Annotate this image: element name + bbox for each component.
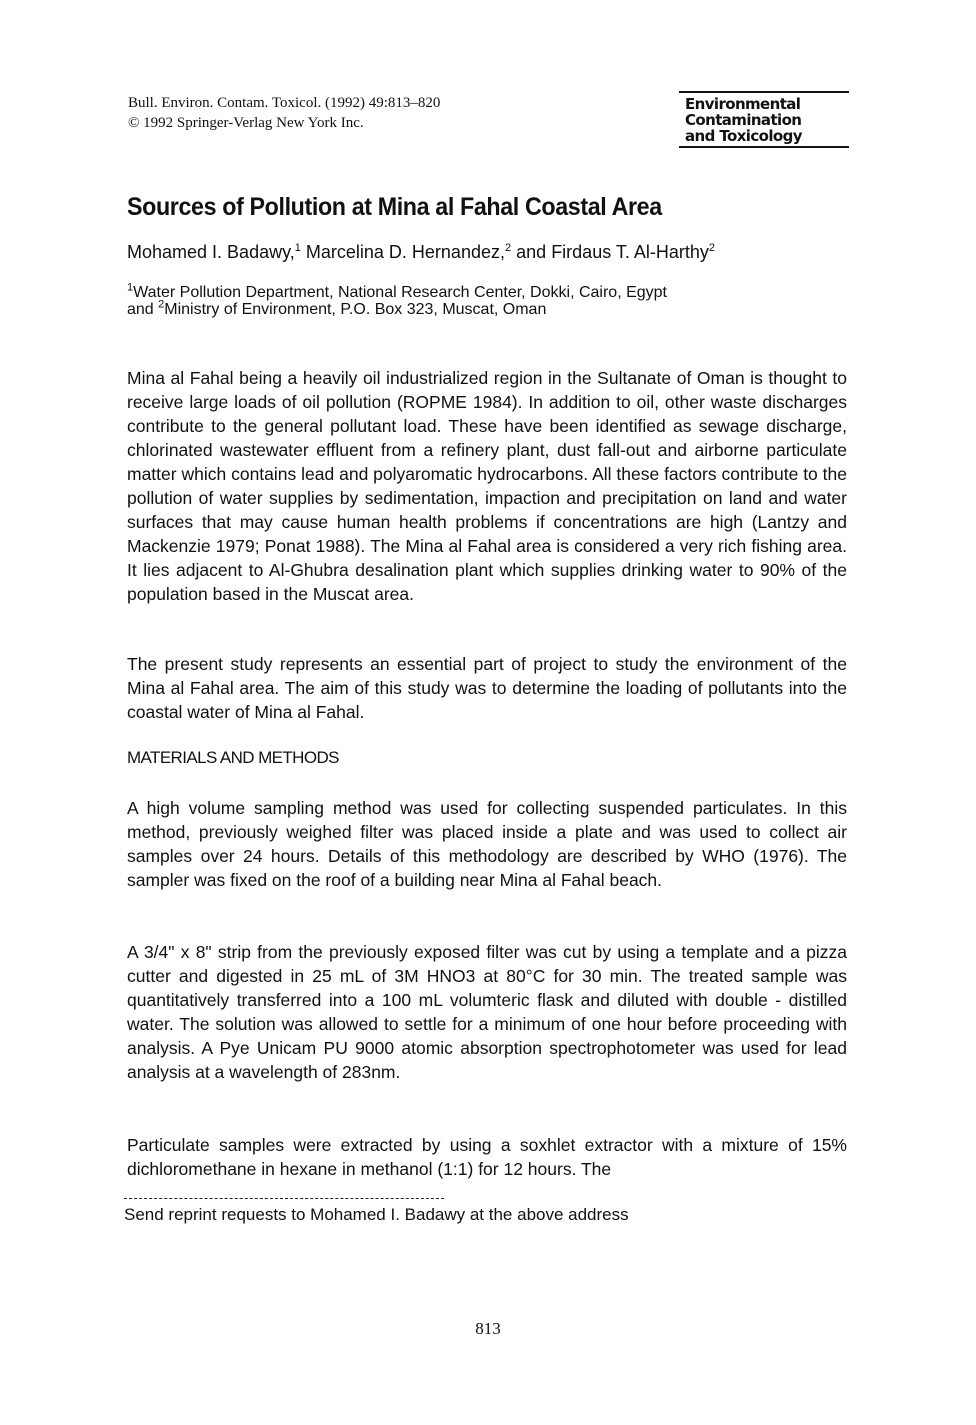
affiliation-1 xyxy=(127,281,667,301)
introduction-paragraph-1: Mina al Fahal being a heavily oil industrialized region in the Sultanate of Oman is thought to receive large loads of oil pollution (ROPME 1984). In addition to oil, other waste discharges contribute to the general pollutant load. These have been identified as sewage discharge, chlorinated wastewater effluent from a refinery plant, dust fall-out and airborne particulate matter which contains lead and polyaromatic hydrocarbons. All these factors contribute to the pollution of water supplies by sedimentation, impaction and precipitation on land and water surfaces that may cause human health problems if concentrations are high (Lantzy and Mackenzie 1979; Ponat 1988). The Mina al Fahal area is considered a very rich fishing area. It lies adjacent to Al-Ghubra desalination plant which supplies drinking water to 90% of the population based in the Muscat area. xyxy=(127,368,847,604)
affiliation-2-mark: 2 xyxy=(158,298,165,311)
affiliations xyxy=(127,281,667,318)
citation-line-1: Bull. Environ. Contam. Toxicol. (1992) 49:813–820 xyxy=(128,95,441,111)
journal-logo-line-3: and Toxicology xyxy=(685,127,802,145)
article-title: Sources of Pollution at Mina al Fahal Coastal Area xyxy=(127,193,662,221)
author-3-name: Firdaus T. Al-Harthy xyxy=(551,242,709,262)
author-3-affiliation-mark: 2 xyxy=(708,242,716,254)
methods-paragraph-3: Particulate samples were extracted by using a soxhlet extractor with a mixture of 15% dichloromethane in hexane in methanol (1:1) for 12 hours. The xyxy=(127,1135,847,1179)
journal-logo-line-2: Contamination xyxy=(685,111,802,129)
introduction-paragraph-2: The present study represents an essential part of project to study the environment of the Mina al Fahal area. The aim of this study was to determine the loading of pollutants into the coastal water of Mina al Fahal. xyxy=(127,654,847,722)
author-list xyxy=(127,242,715,263)
journal-logo xyxy=(679,91,849,148)
footnote: Send reprint requests to Mohamed I. Badawy at the above address xyxy=(124,1205,629,1224)
section-heading-materials-methods: MATERIALS AND METHODS xyxy=(127,748,339,767)
affiliation-2-prefix: and xyxy=(127,301,159,318)
affiliation-2-text: Ministry of Environment, P.O. Box 323, Muscat, Oman xyxy=(164,301,547,318)
author-1-name: Mohamed I. Badawy, xyxy=(127,242,295,262)
affiliation-1-text: Water Pollution Department, National Research Center, Dokki, Cairo, Egypt xyxy=(133,284,667,301)
citation-line-2: © 1992 Springer-Verlag New York Inc. xyxy=(128,115,364,131)
page-number: 813 xyxy=(475,1319,501,1338)
affiliation-1-mark: 1 xyxy=(127,281,134,294)
footnote-divider xyxy=(124,1198,444,1199)
authors-conjunction: and xyxy=(516,242,547,262)
journal-citation xyxy=(128,93,440,133)
affiliation-2 xyxy=(127,298,667,318)
methods-paragraph-1: A high volume sampling method was used for collecting suspended particulates. In this method, previously weighed filter was placed inside a plate and was used to collect air samples over 24 hours. Details of this methodology are described by WHO (1976). The sampler was fixed on the roof of a building near Mina al Fahal beach. xyxy=(127,798,847,890)
methods-paragraph-2: A 3/4" x 8" strip from the previously exposed filter was cut by using a template and a pizza cutter and digested in 25 mL of 3M HNO3 at 80°C for 30 min. The treated sample was quantitatively transferred into a 100 mL volumteric flask and diluted with double - distilled water. The solution was allowed to settle for a minimum of one hour before proceeding with analysis. A Pye Unicam PU 9000 atomic absorption spectrophotometer was used for lead analysis at a wavelength of 283nm. xyxy=(127,942,847,1082)
author-1-affiliation-mark: 1 xyxy=(294,242,301,254)
author-2-name: Marcelina D. Hernandez, xyxy=(305,242,505,262)
author-2-affiliation-mark: 2 xyxy=(504,242,512,254)
journal-logo-line-1: Environmental xyxy=(685,95,801,113)
